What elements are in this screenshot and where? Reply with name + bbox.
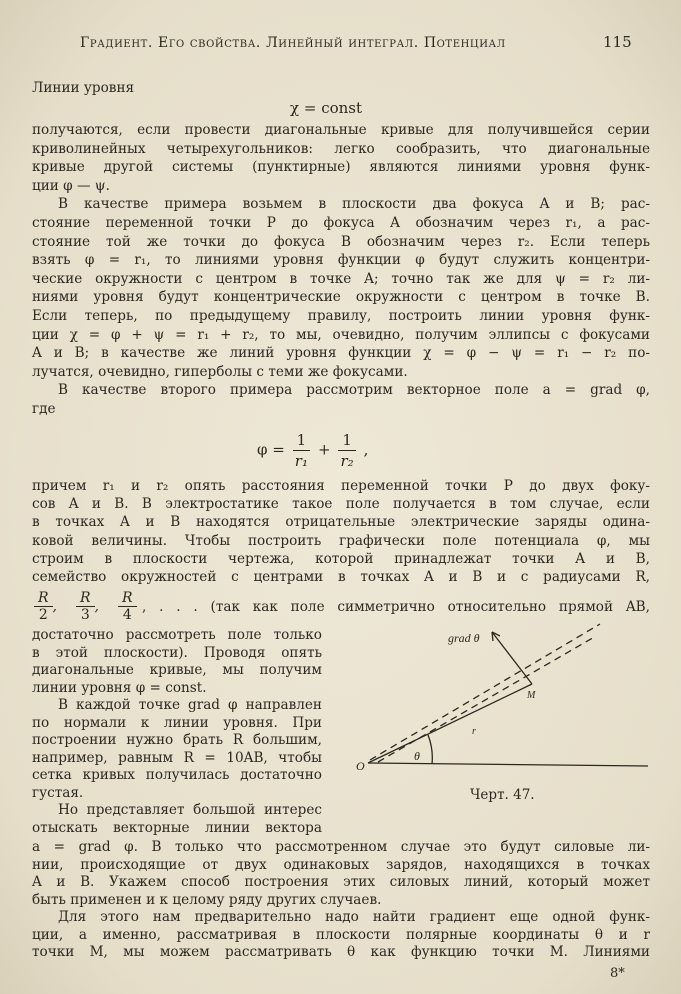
text-line: причем r₁ и r₂ опять расстояния переменной точки P до двух фоку- xyxy=(32,478,650,494)
label-r: r xyxy=(472,726,476,737)
fraction-r2: $\frac{R}{2}$ , xyxy=(34,590,57,623)
text-line: В каждой точке grad φ направлен xyxy=(58,697,322,713)
text-line: В качестве примера возьмем в плоскости два фокуса A и B; рас- xyxy=(58,196,650,213)
text-line: ции, а именно, рассматривая в плоскости полярные координаты θ и r xyxy=(32,926,650,943)
text-line: стояние переменной точки P до фокуса A обозначим через r₁, а рас- xyxy=(32,215,650,231)
text-line: a = grad φ. В только что рассмотренном случае это будут силовые ли- xyxy=(32,839,650,855)
text-line: Если теперь, по предыдущему правилу, построить линии уровня функ- xyxy=(32,308,650,324)
text-line: ческие окружности с центром в точке A; точно так же для ψ = r₂ ли- xyxy=(32,270,650,287)
dashed-line-2 xyxy=(378,636,596,762)
formula-lhs: φ = xyxy=(257,440,285,459)
text-line: взять φ = r₁, то линиями уровня функции φ будут служить концентри- xyxy=(32,252,650,269)
label-theta: θ xyxy=(414,749,420,763)
text-line: строим в плоскости чертежа, которой принадлежат точки A и B, xyxy=(32,550,650,567)
text-line: стояние той же точки до фокуса B обозначим через r₂. Если теперь xyxy=(32,233,650,250)
comma: , xyxy=(363,440,369,459)
running-header: Градиент. Его свойства. Линейный интеграл. Потенциал xyxy=(80,35,506,51)
numerator: R xyxy=(118,590,137,607)
text-line: в этой плоскости). Проводя опять xyxy=(32,644,322,661)
text-line: криволинейных четырехугольников: легко сообразить, что диагональные xyxy=(32,140,650,157)
text-line: сов A и B. В электростатике такое поле получается в том случае, если xyxy=(32,496,650,513)
text-line: ниями уровня будут концентрические окружности с центром в точке B. xyxy=(32,289,650,306)
text-line: достаточно рассмотреть поле только xyxy=(32,627,322,643)
text-line: В качестве второго примера рассмотрим векторное поле a = grad φ, xyxy=(58,382,650,399)
numerator: R xyxy=(34,590,53,607)
numerator: 1 xyxy=(338,430,356,451)
text-line: ковой величины. Чтобы построить графически поле потенциала φ, мы xyxy=(32,532,650,549)
text-line: A и B. Укажем способ построения этих силовых линий, который может xyxy=(32,874,650,890)
text-line: точки M, мы можем рассматривать θ как функцию точки M. Линиями xyxy=(32,944,650,960)
denominator: r₁ xyxy=(294,452,308,470)
dashed-line-1 xyxy=(370,624,600,760)
text-line: Для этого нам предварительно надо найти градиент еще одной функ- xyxy=(58,909,650,925)
label-O: O xyxy=(356,759,365,773)
text-line: ции φ — ψ. xyxy=(32,177,110,194)
text-line: в точках A и B находятся отрицательные электрические заряды одина- xyxy=(32,514,650,531)
angle-arc xyxy=(428,735,432,764)
text-line: диагональные кривые, мы получим xyxy=(32,662,322,678)
text-line: сетка кривых получилась достаточно xyxy=(32,767,322,783)
text-line: быть применен и к целому ряду других случаев. xyxy=(32,891,382,908)
intro-text: Линии уровня xyxy=(32,80,135,96)
text-line: семейство окружностей с центрами в точках A и B и с радиусами R, xyxy=(32,569,650,585)
text-line: линии уровня φ = const. xyxy=(32,679,207,696)
fraction-r3: $\frac{R}{3}$ , xyxy=(76,590,99,623)
signature-mark: 8* xyxy=(610,966,625,981)
text-line: получаются, если провести диагональные кривые для получившейся серии xyxy=(32,122,650,138)
denominator: 2 xyxy=(38,607,48,623)
polar-axis xyxy=(368,763,648,766)
denominator: 3 xyxy=(80,607,90,623)
text-line: отыскать векторные линии вектора xyxy=(32,819,322,836)
text-line: нии, происходящие от двух одинаковых зарядов, находящихся в точках xyxy=(32,856,650,873)
figure-caption: Черт. 47. xyxy=(470,787,535,803)
text-line: ции χ = φ + ψ = r₁ + r₂, то мы, очевидно, получим эллипсы с фокусами xyxy=(32,326,650,343)
text-line: построении нужно брать R большим, xyxy=(32,732,322,748)
text-line: кривые другой системы (пунктирные) являются линиями уровня функ- xyxy=(32,159,650,176)
label-M: M xyxy=(527,690,536,701)
page-number: 115 xyxy=(603,33,632,51)
text-line: где xyxy=(32,401,56,417)
radii-line-text: , . . . (так как поле симметрично относительно прямой AB, xyxy=(142,599,650,615)
numerator: R xyxy=(76,590,95,607)
radius-vector xyxy=(368,684,532,763)
numerator: 1 xyxy=(293,430,311,451)
label-grad: grad θ xyxy=(448,631,480,645)
text-line: Но представляет большой интерес xyxy=(58,802,322,818)
grad-arrow xyxy=(492,632,532,684)
formula-level-lines: χ = const xyxy=(290,99,363,117)
text-line: например, равным R = 10AB, чтобы xyxy=(32,749,322,766)
text-line: густая. xyxy=(32,784,84,801)
text-line: A и B; в качестве же линий уровня функции χ = φ − ψ = r₁ − r₂ по- xyxy=(32,345,650,362)
denominator: r₂ xyxy=(340,452,354,470)
text-line: по нормали к линии уровня. При xyxy=(32,714,322,731)
denominator: 4 xyxy=(122,607,132,623)
plus-sign: + xyxy=(317,440,331,459)
text-line: лучатся, очевидно, гиперболы с теми же фокусами. xyxy=(32,363,408,380)
